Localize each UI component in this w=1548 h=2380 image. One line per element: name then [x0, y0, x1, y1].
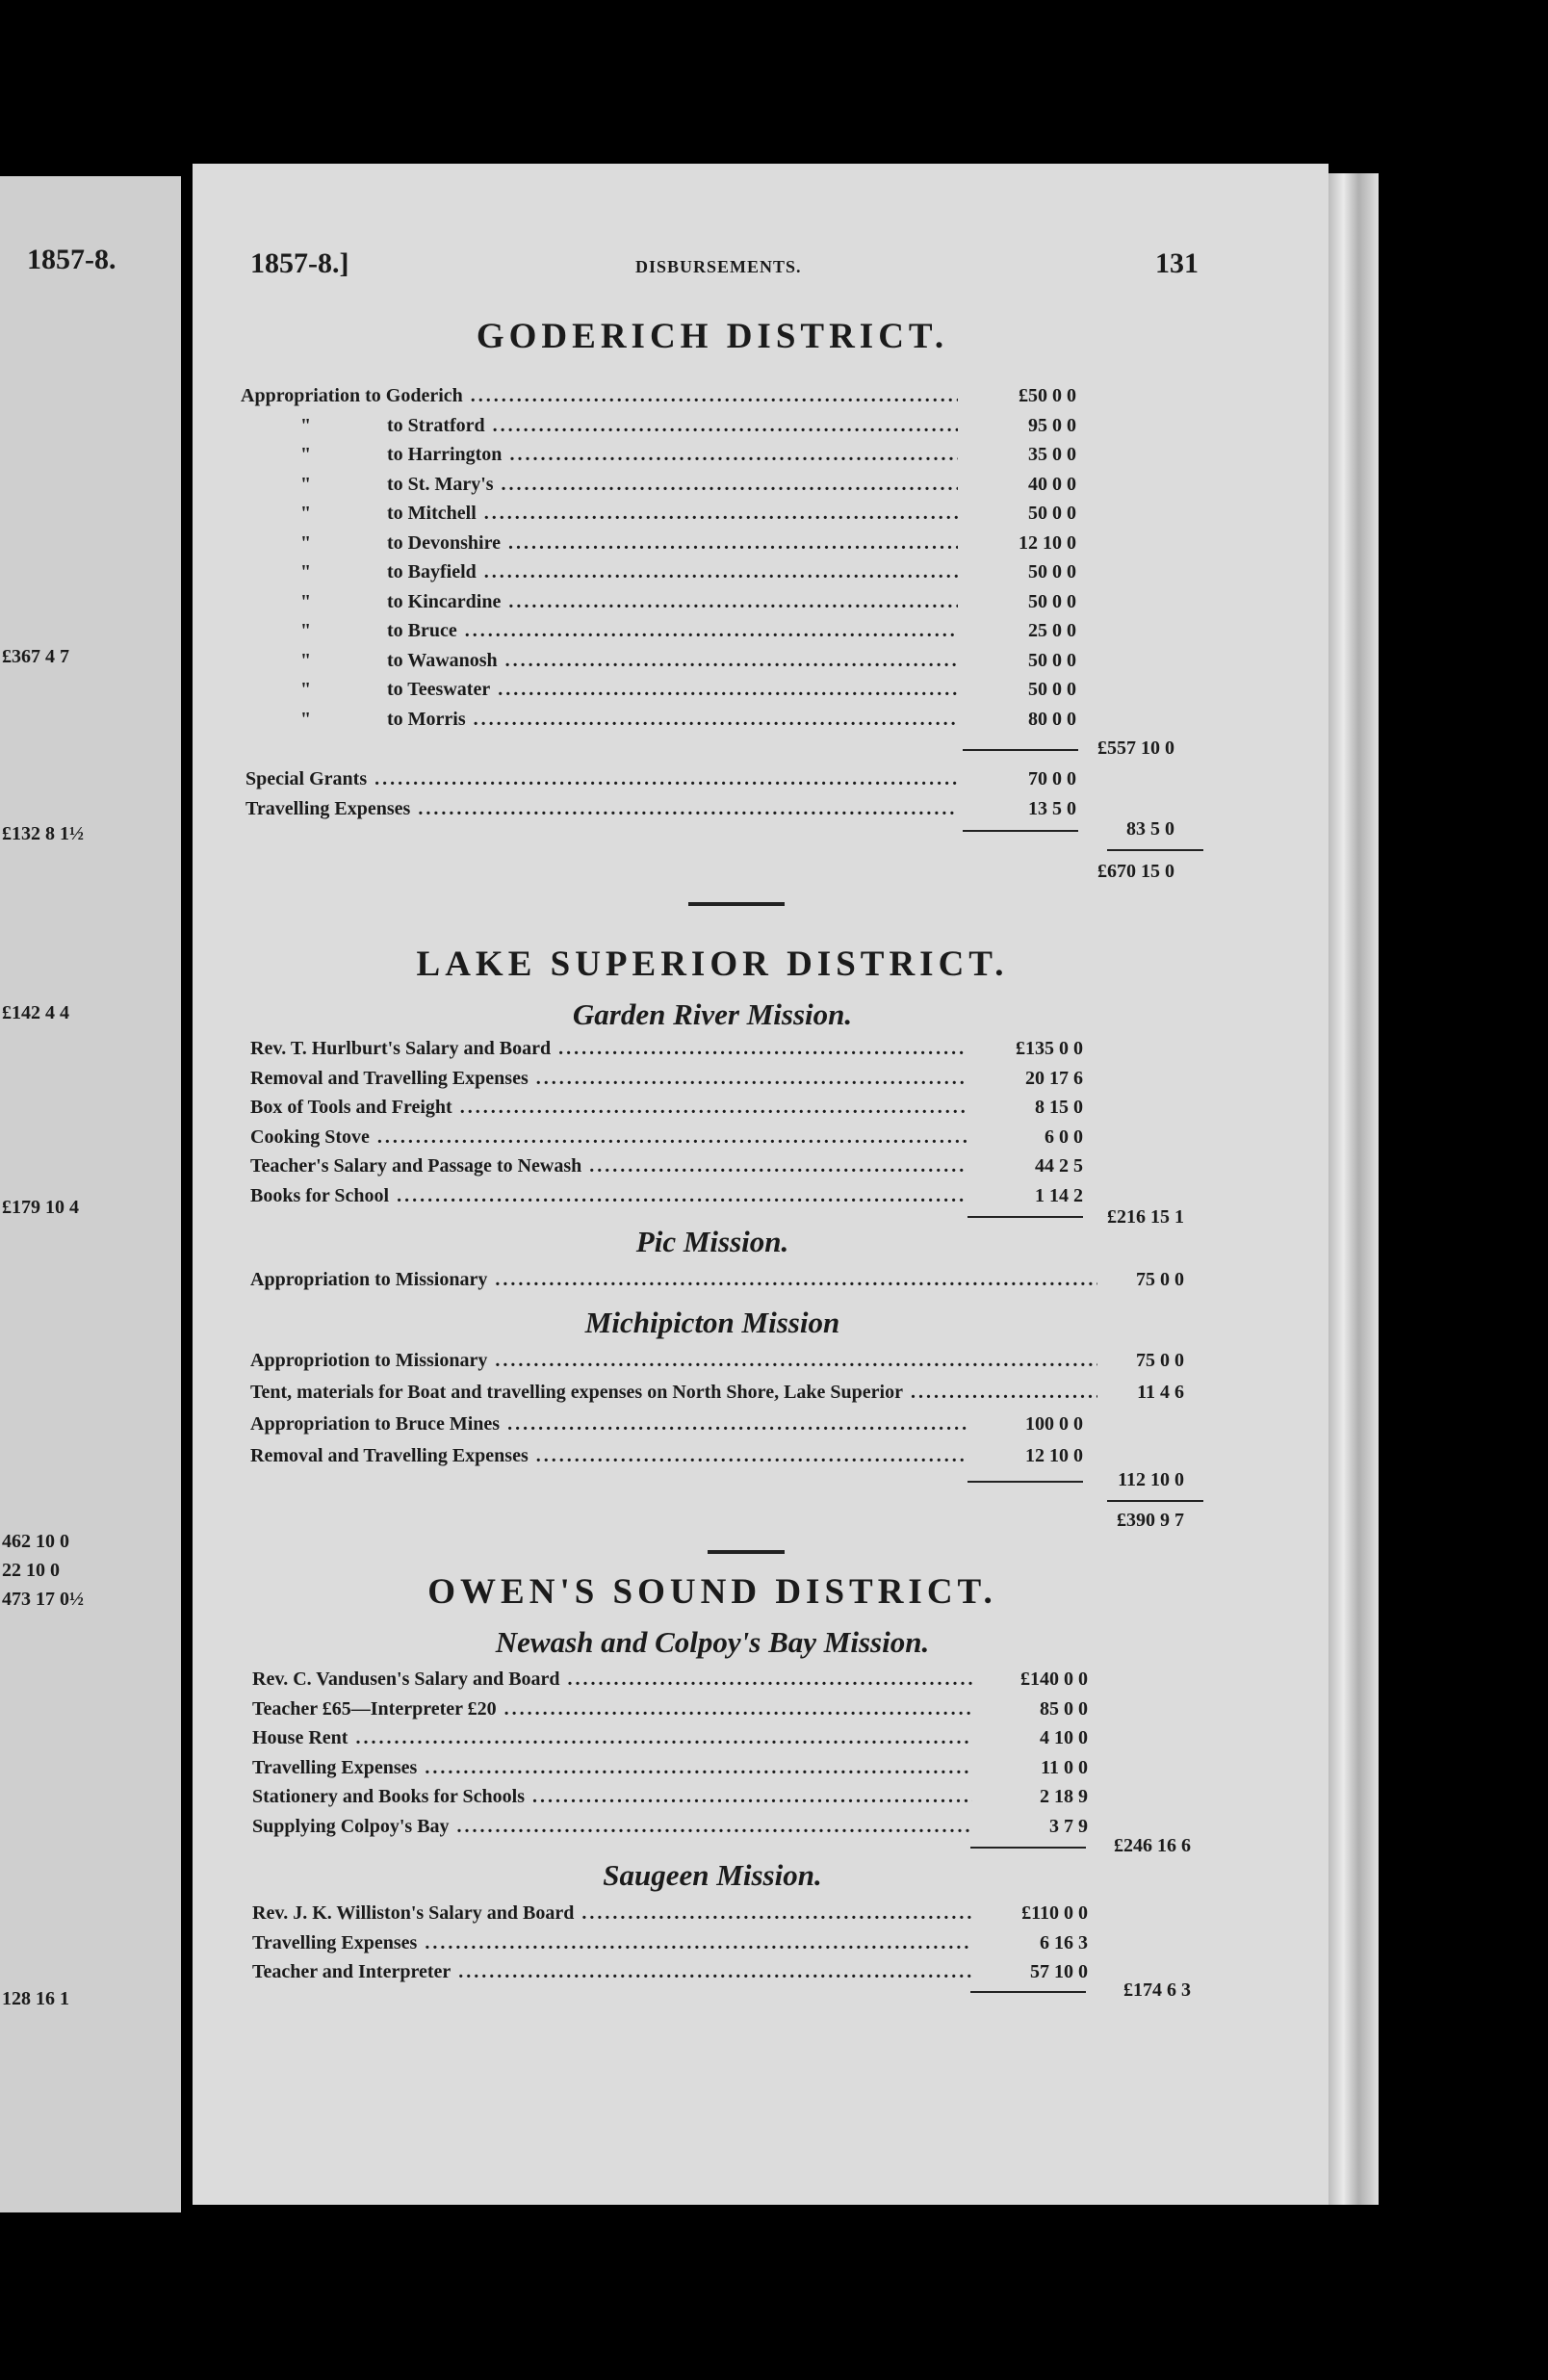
row-label: Removal and Travelling Expenses .....	[250, 1068, 968, 1090]
row-label: to Bruce .....	[387, 620, 958, 642]
facing-page-value: 22 10 0	[2, 1560, 60, 1581]
row-label: Travelling Expenses .....	[252, 1757, 972, 1779]
rule	[1107, 849, 1203, 851]
district-title-owens-sound: OWEN'S SOUND DISTRICT.	[427, 1572, 997, 1612]
section-separator	[708, 1550, 785, 1554]
row-amount: 25 0 0	[1028, 620, 1076, 641]
row-amount: 3 7 9	[1049, 1815, 1088, 1837]
ledger-row	[193, 591, 1329, 618]
row-label: to Wawanosh .....	[387, 650, 958, 672]
row-amount: 50 0 0	[1028, 590, 1076, 612]
page-number: 131	[1155, 247, 1199, 279]
ledger-row	[193, 620, 1329, 647]
row-label: Books for School .....	[250, 1185, 968, 1207]
row-amount: 50 0 0	[1028, 561, 1076, 582]
row-label: Rev. J. K. Williston's Salary and Board .....	[252, 1902, 972, 1925]
facing-page-value: £142 4 4	[2, 1002, 69, 1023]
row-label: to Bayfield .....	[387, 561, 958, 583]
ledger-row	[193, 532, 1329, 559]
row-amount: 20 17 6	[1025, 1067, 1083, 1089]
ledger-row	[193, 1068, 1329, 1095]
row-amount: 57 10 0	[1030, 1961, 1088, 1982]
row-amount: 70 0 0	[1028, 768, 1076, 789]
facing-page-value: £179 10 4	[2, 1197, 79, 1218]
ledger-row	[193, 1757, 1329, 1784]
row-label: to Mitchell .....	[387, 503, 958, 525]
facing-page-value: £367 4 7	[2, 646, 69, 667]
lake-superior-total: £390 9 7	[1117, 1510, 1184, 1531]
district-title-lake-superior: LAKE SUPERIOR DISTRICT.	[416, 944, 1009, 984]
row-label: to Teeswater .....	[387, 679, 958, 701]
rule	[968, 1481, 1083, 1483]
ditto-mark: "	[300, 473, 312, 495]
row-label: Supplying Colpoy's Bay .....	[252, 1816, 972, 1838]
row-amount: 11 4 6	[1137, 1382, 1184, 1403]
mission-title-michipicton: Michipicton Mission	[584, 1306, 840, 1339]
ledger-row	[193, 1038, 1329, 1065]
row-label: to Harrington .....	[387, 444, 958, 466]
facing-page-value: 473 17 0½	[2, 1589, 84, 1610]
row-label: Appropriation to Bruce Mines .....	[250, 1413, 968, 1436]
saugeen-subtotal: £174 6 3	[1123, 1979, 1191, 2001]
facing-page-value: 128 16 1	[2, 1988, 69, 2009]
row-label: to Devonshire .....	[387, 532, 958, 555]
rule	[970, 1847, 1086, 1849]
rule	[963, 749, 1078, 751]
rule	[1107, 1500, 1203, 1502]
row-label: Stationery and Books for Schools .....	[252, 1786, 972, 1808]
row-amount: 75 0 0	[1136, 1269, 1184, 1290]
ditto-mark: "	[300, 414, 312, 436]
ledger-row	[193, 1669, 1329, 1695]
ditto-mark: "	[300, 503, 312, 524]
page-edge	[1329, 173, 1379, 2205]
ledger-row	[193, 679, 1329, 706]
row-label: Box of Tools and Freight .....	[250, 1097, 968, 1119]
row-amount: 85 0 0	[1040, 1697, 1088, 1720]
row-amount: 35 0 0	[1028, 444, 1076, 465]
ledger-row	[193, 1097, 1329, 1124]
ditto-mark: "	[300, 444, 312, 465]
ledger-page	[193, 164, 1329, 2205]
mission-title-pic: Pic Mission.	[635, 1225, 789, 1258]
running-head-year: 1857-8.]	[250, 247, 349, 279]
mission-title-garden-river: Garden River Mission.	[572, 997, 853, 1031]
row-label: Appropriotion to Missionary .....	[250, 1350, 1097, 1372]
row-label: to Morris .....	[387, 709, 958, 731]
row-label: to Stratford .....	[387, 415, 958, 437]
ledger-row	[193, 1727, 1329, 1754]
row-amount: 50 0 0	[1028, 503, 1076, 524]
ledger-row	[193, 768, 1329, 795]
ledger-row	[193, 503, 1329, 530]
goderich-subtotal: £557 10 0	[1097, 737, 1174, 759]
row-amount: £50 0 0	[1019, 385, 1076, 406]
rule	[970, 1991, 1086, 1993]
ledger-row	[193, 474, 1329, 501]
facing-page-value: £132 8 1½	[2, 823, 84, 844]
row-label: Travelling Expenses .....	[252, 1932, 972, 1954]
row-amount: 11 0 0	[1041, 1756, 1088, 1778]
ledger-row	[193, 1786, 1329, 1813]
row-amount: 4 10 0	[1040, 1727, 1088, 1748]
ledger-row	[193, 1445, 1329, 1472]
row-label: Tent, materials for Boat and travelling expenses on North Shore, Lake Superior .....	[250, 1382, 1097, 1404]
row-amount: 13 5 0	[1028, 798, 1076, 819]
row-label: to St. Mary's .....	[387, 474, 958, 496]
row-amount: 100 0 0	[1025, 1413, 1083, 1435]
row-amount: 40 0 0	[1028, 473, 1076, 495]
ledger-row	[193, 385, 1329, 412]
facing-page-year: 1857-8.	[27, 244, 116, 275]
row-amount: 2 18 9	[1040, 1786, 1088, 1807]
ledger-row	[193, 1155, 1329, 1182]
ditto-mark: "	[300, 708, 312, 730]
row-label: Cooking Stove .....	[250, 1126, 968, 1149]
row-amount: 44 2 5	[1035, 1155, 1083, 1177]
row-amount: £135 0 0	[1016, 1038, 1083, 1059]
row-amount: 75 0 0	[1136, 1350, 1184, 1371]
ledger-row	[193, 650, 1329, 677]
mission-title-newash: Newash and Colpoy's Bay Mission.	[495, 1625, 930, 1659]
row-amount: 50 0 0	[1028, 679, 1076, 700]
ledger-row	[193, 1126, 1329, 1153]
row-label: Appropriation to Missionary .....	[250, 1269, 1097, 1291]
row-label: to Kincardine .....	[387, 591, 958, 613]
row-label: Special Grants .....	[245, 768, 958, 790]
row-label: House Rent .....	[252, 1727, 972, 1749]
row-label: Teacher and Interpreter .....	[252, 1961, 972, 1983]
row-amount: 1 14 2	[1035, 1184, 1083, 1206]
ledger-row	[193, 561, 1329, 588]
ledger-row	[193, 415, 1329, 442]
row-label: Rev. C. Vandusen's Salary and Board .....	[252, 1669, 972, 1691]
district-title-goderich: GODERICH DISTRICT.	[476, 317, 949, 356]
facing-page	[0, 176, 181, 2212]
row-amount: £110 0 0	[1021, 1902, 1088, 1924]
ditto-mark: "	[300, 531, 312, 554]
ditto-mark: "	[300, 620, 312, 641]
row-label: Removal and Travelling Expenses .....	[250, 1445, 968, 1467]
ledger-row	[193, 709, 1329, 736]
ledger-row	[193, 1382, 1329, 1409]
row-label: Appropriation to Goderich .....	[241, 385, 958, 407]
row-label: Rev. T. Hurlburt's Salary and Board .....	[250, 1038, 968, 1060]
row-amount: 12 10 0	[1019, 531, 1076, 554]
row-label: Teacher's Salary and Passage to Newash .....	[250, 1155, 968, 1177]
row-amount: 6 0 0	[1045, 1125, 1083, 1148]
ditto-mark: "	[300, 679, 312, 700]
ditto-mark: "	[300, 649, 312, 671]
row-label: Teacher £65—Interpreter £20 .....	[252, 1698, 972, 1720]
ditto-mark: "	[300, 561, 312, 582]
ledger-row	[193, 1269, 1329, 1296]
goderich-total: £670 15 0	[1097, 861, 1174, 882]
ledger-row	[193, 1902, 1329, 1929]
ledger-row	[193, 1413, 1329, 1440]
garden-river-subtotal: £216 15 1	[1107, 1206, 1184, 1228]
rule	[963, 830, 1078, 832]
goderich-subtotal-2: 83 5 0	[1126, 818, 1174, 840]
ditto-mark: "	[300, 590, 312, 612]
rule	[968, 1216, 1083, 1218]
ledger-row	[193, 1932, 1329, 1959]
row-amount: 50 0 0	[1028, 649, 1076, 671]
ledger-row	[193, 1350, 1329, 1377]
row-amount: 80 0 0	[1028, 708, 1076, 730]
ledger-row	[193, 444, 1329, 471]
row-amount: £140 0 0	[1020, 1669, 1088, 1690]
running-head-title: DISBURSEMENTS.	[635, 257, 802, 276]
row-amount: 6 16 3	[1040, 1931, 1088, 1953]
row-amount: 95 0 0	[1028, 414, 1076, 436]
section-separator	[688, 902, 785, 906]
michipicton-subtotal: 112 10 0	[1118, 1469, 1184, 1490]
ledger-row	[193, 1698, 1329, 1725]
newash-subtotal: £246 16 6	[1114, 1835, 1191, 1856]
row-amount: 8 15 0	[1035, 1097, 1083, 1118]
row-amount: 12 10 0	[1025, 1445, 1083, 1466]
row-label: Travelling Expenses .....	[245, 798, 958, 820]
facing-page-value: 462 10 0	[2, 1531, 69, 1552]
mission-title-saugeen: Saugeen Mission.	[603, 1858, 822, 1892]
